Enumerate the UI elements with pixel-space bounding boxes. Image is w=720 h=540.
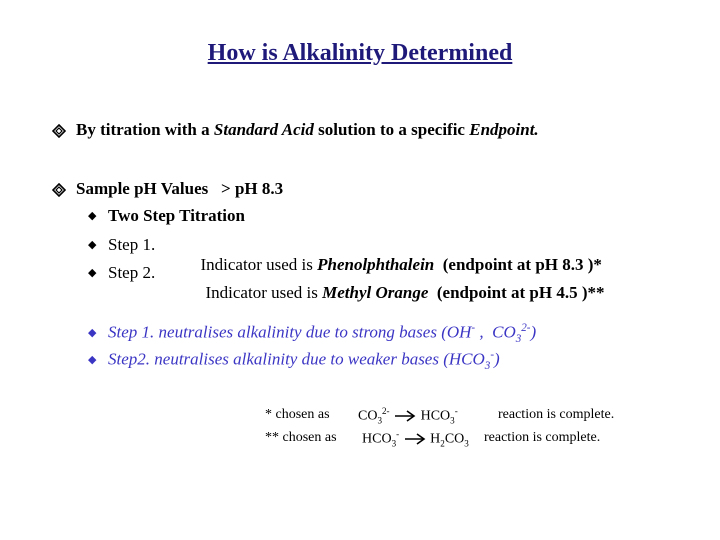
step1-neutralises: Step 1. neutralises alkalinity due to strong bases (OH- , $CO_3^{2-}$)	[108, 322, 537, 346]
note-2-end: reaction is complete.	[484, 430, 601, 445]
right-arrow-icon	[393, 410, 417, 422]
small-diamond-icon: ◆	[88, 327, 97, 339]
small-diamond-icon: ◆	[88, 239, 97, 251]
diamond-bullet-icon	[52, 124, 66, 138]
note-1-end: reaction is complete.	[498, 407, 615, 422]
page-title: How is Alkalinity Determined	[207, 40, 513, 66]
sub-step2-detail: Indicator used is Methyl Orange (endpoint at pH 4.5 )**	[205, 283, 605, 302]
note-2-label: ** chosen as	[265, 430, 337, 445]
right-arrow-icon	[403, 433, 427, 445]
sub-step1-detail: Indicator used is Phenolphthalein (endpoint at pH 8.3 )*	[200, 255, 602, 274]
diamond-bullet-icon	[52, 183, 66, 197]
sub-two-step: Two Step Titration	[108, 206, 245, 225]
note-1-reaction: $CO_3^{2-}$ $HCO_3^-$	[358, 406, 458, 426]
bullet-sample-ph: Sample pH Values > pH 8.3	[76, 179, 284, 198]
small-diamond-icon: ◆	[88, 267, 97, 279]
bullet-titration: By titration with a Standard Acid solution to a specific Endpoint.	[76, 120, 539, 139]
small-diamond-icon: ◆	[88, 210, 97, 222]
step2-neutralises: Step2. neutralises alkalinity due to weaker bases $(HCO_3^-)$	[108, 349, 500, 373]
sub-step2: Step 2.	[108, 263, 156, 282]
small-diamond-icon: ◆	[88, 354, 97, 366]
note-2-reaction: $HCO_3^-$ $H_2CO_3$	[362, 429, 469, 449]
sub-step1: Step 1.	[108, 235, 156, 254]
note-1-label: * chosen as	[265, 407, 330, 422]
